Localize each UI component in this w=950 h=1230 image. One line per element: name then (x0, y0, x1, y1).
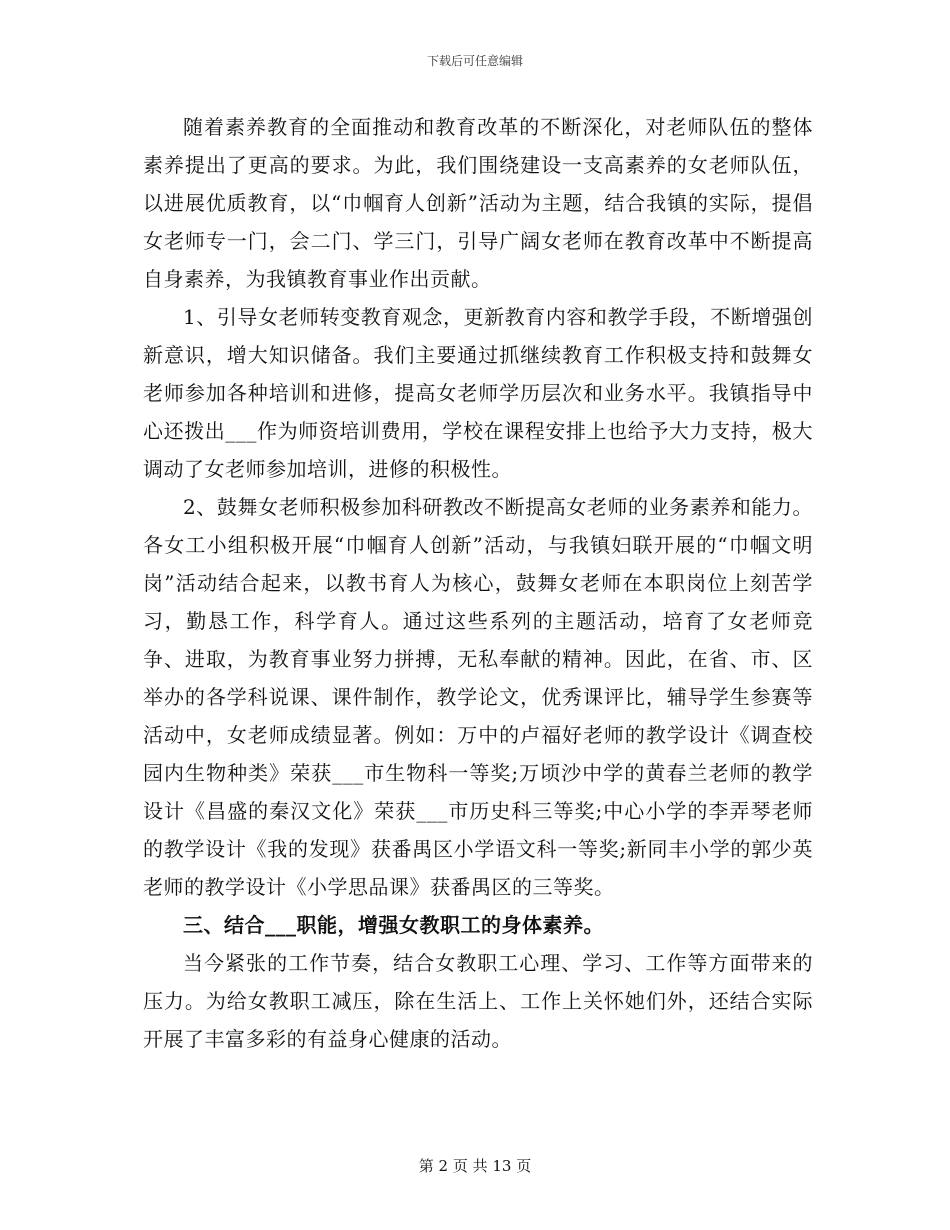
page-header-note: 下载后可任意编辑 (426, 54, 523, 68)
section-heading: 三、结合___职能，增强女教职工的身体素养。 (183, 913, 604, 937)
document-body (143, 108, 813, 1058)
item-2-paragraph: 2、鼓舞女老师积极参加科研教改不断提高女老师的业务素养和能力。各女工小组积极开展“巾帼育人创新”活动，与我镇妇联开展的“巾帼文明岗”活动结合起来，以教书育人为核心，鼓舞女老师在本职岗位上刻苦学习，勤恳工作，科学育人。通过这些系列的主题活动，培育了女老师竞争、进取，为教育事业努力拼搏，无私奉献的精神。因此，在省、市、区举办的各学科说课、课件制作，教学论文，优秀课评比，辅导学生参赛等活动中，女老师成绩显著。例如：万中的卢福好老师的教学设计《调查校园内生物种类》荣获___市生物科一等奖;万顷沙中学的黄春兰老师的教学设计《昌盛的秦汉文化》荣获___市历史科三等奖;中心小学的李弄琴老师的教学设计《我的发现》获番禺区小学语文科一等奖;新同丰小学的郭少英老师的教学设计《小学思品课》获番禺区的三等奖。 (143, 495, 813, 899)
page-number-footer: 第 2 页 共 13 页 (418, 1157, 532, 1175)
intro-paragraph: 随着素养教育的全面推动和教育改革的不断深化，对老师队伍的整体素养提出了更高的要求。为此，我们围绕建设一支高素养的女老师队伍，以进展优质教育，以“巾帼育人创新”活动为主题，结合我镇的实际，提倡女老师专一门，会二门、学三门，引导广阔女老师在教育改革中不断提高自身素养，为我镇教育事业作出贡献。 (143, 115, 813, 291)
item-1-paragraph: 1、引导女老师转变教育观念，更新教育内容和教学手段，不断增强创新意识，增大知识储备。我们主要通过抓继续教育工作积极支持和鼓舞女老师参加各种培训和进修，提高女老师学历层次和业务水平。我镇指导中心还拨出___作为师资培训费用，学校在课程安排上也给予大力支持，极大调动了女老师参加培训，进修的积极性。 (143, 305, 813, 481)
closing-paragraph: 当今紧张的工作节奏，结合女教职工心理、学习、工作等方面带来的压力。为给女教职工减压，除在生活上、工作上关怀她们外，还结合实际开展了丰富多彩的有益身心健康的活动。 (143, 951, 813, 1051)
